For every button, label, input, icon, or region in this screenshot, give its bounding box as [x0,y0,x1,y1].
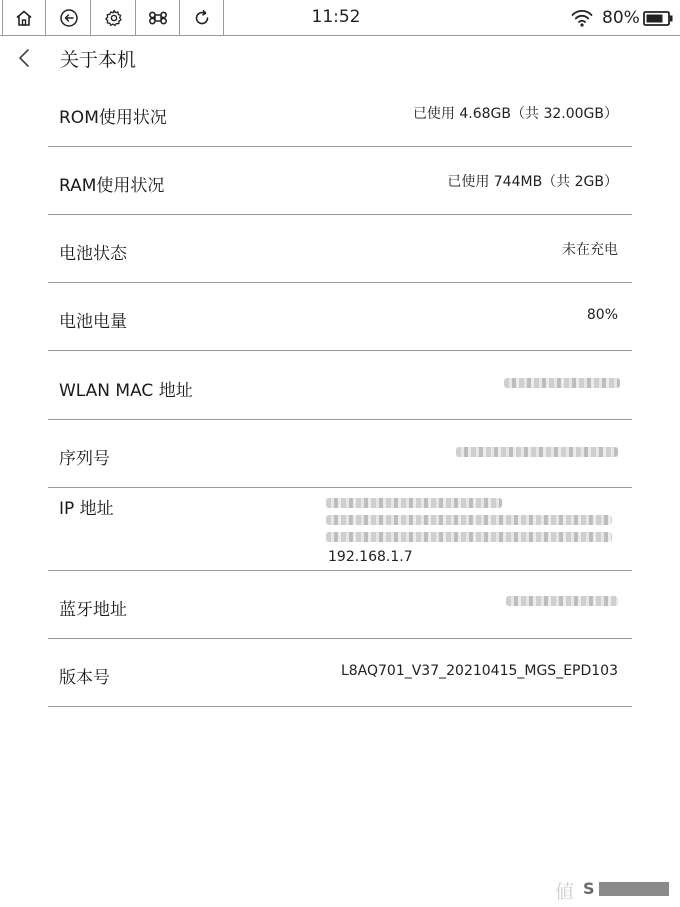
home-icon [14,8,34,28]
watermark-logo [555,877,680,901]
watermark-letter: S [583,879,595,898]
redacted-value [504,378,620,388]
redacted-value [506,596,618,606]
row-rom-usage[interactable] [48,79,632,147]
command-button[interactable] [136,0,180,36]
row-label: 蓝牙地址 [59,600,127,620]
row-battery-status[interactable] [48,215,632,283]
refresh-icon [192,8,212,28]
battery-icon [643,11,673,26]
row-bluetooth-address[interactable] [48,571,632,639]
status-clock: 11:52 [311,7,361,27]
row-value: 未在充电 [562,242,618,258]
redacted-value [326,498,502,508]
page-title: 关于本机 [60,49,137,71]
row-wlan-mac[interactable] [48,351,632,420]
redacted-value [326,515,612,525]
home-button[interactable] [2,0,46,36]
row-value: 已使用 4.68GB（共 32.00GB） [412,106,618,122]
battery-percent: 80% [602,8,640,28]
row-label: 版本号 [59,668,110,688]
row-label: WLAN MAC 地址 [59,381,193,401]
row-ram-usage[interactable] [48,147,632,215]
redacted-value [326,532,612,542]
row-value: L8AQ701_V37_20210415_MGS_EPD103 [340,663,618,679]
row-label: RAM使用状况 [59,176,165,196]
settings-gear-icon [104,8,124,28]
status-bar [0,0,680,36]
row-value: 80% [586,307,618,323]
row-label: ROM使用状况 [59,108,167,128]
row-build-number[interactable] [48,639,632,707]
row-label: 序列号 [59,449,110,469]
watermark-glyph: 値 [555,881,575,903]
wifi-icon [571,8,593,28]
back-nav-button[interactable] [47,0,91,36]
row-serial-number[interactable] [48,420,632,488]
row-label: 电池电量 [59,312,127,332]
row-ip-address[interactable] [48,488,632,571]
back-arrow-icon[interactable] [14,46,34,70]
row-label: 电池状态 [59,244,127,264]
watermark-redaction [599,882,669,896]
refresh-button[interactable] [180,0,224,36]
row-value: 已使用 744MB（共 2GB） [447,174,618,190]
row-battery-level[interactable] [48,283,632,351]
redacted-value [456,447,618,457]
settings-button[interactable] [92,0,136,36]
command-icon [148,8,168,28]
back-circle-icon [59,8,79,28]
row-value: 192.168.1.7 [328,549,413,565]
row-label: IP 地址 [59,499,114,519]
